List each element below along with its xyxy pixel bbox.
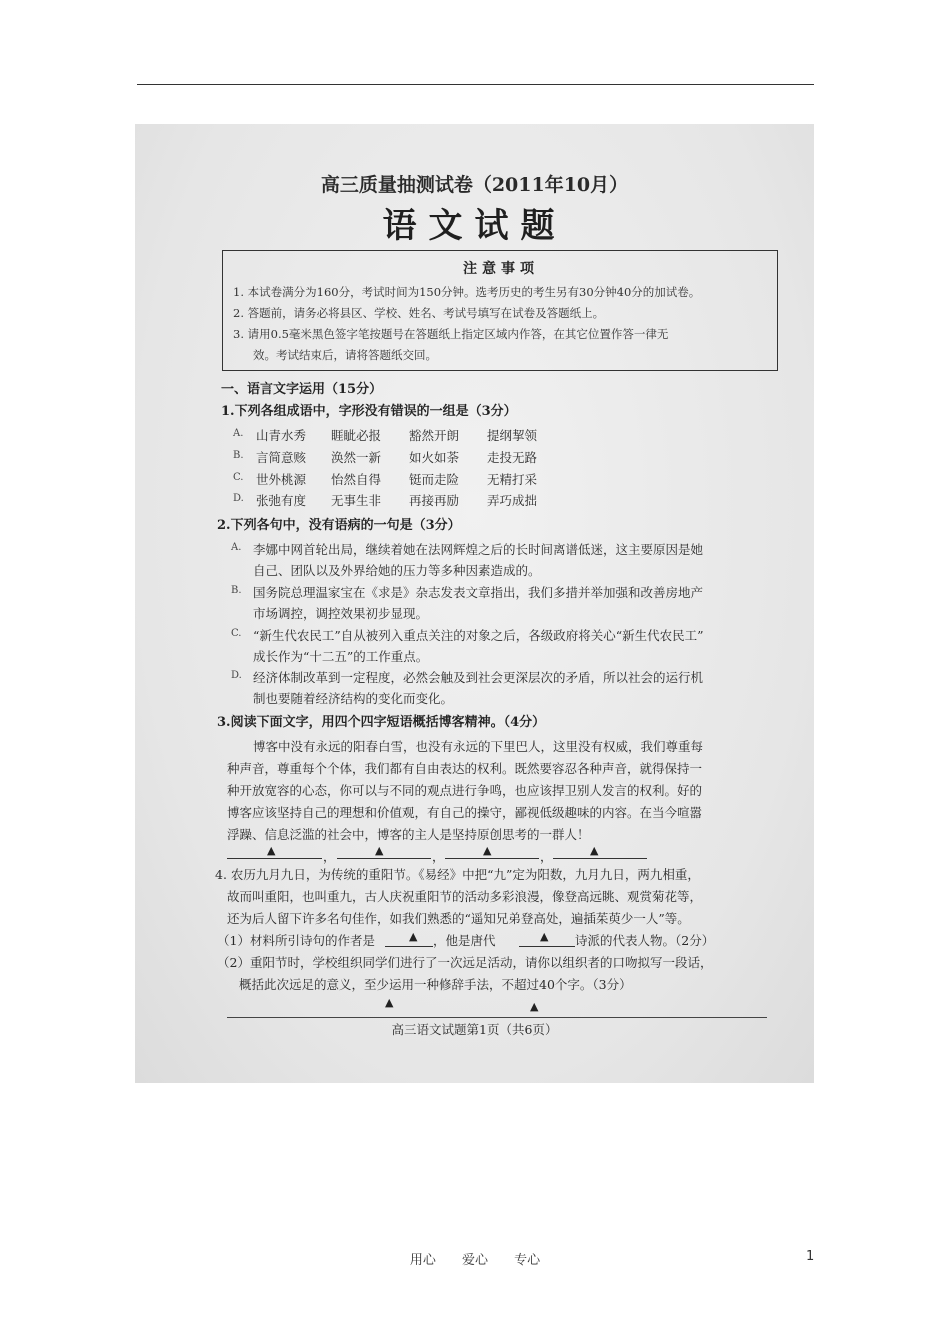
option-line: 经济体制改革到一定程度，必然会触及到社会更深层次的矛盾，所以社会的运行机 [253, 670, 704, 685]
passage-line: 浮躁、信息泛滥的社会中，博客的主人是坚持原创思考的一群人！ [227, 827, 590, 842]
option-word: 世外桃源 [256, 472, 307, 487]
blank-marker-icon: ▲ [409, 930, 418, 943]
separator: ， [540, 849, 553, 864]
option-line: 成长作为“十二五”的工作重点。 [253, 649, 429, 664]
answer-blank[interactable] [385, 946, 433, 947]
subject-title: 语文试题 [382, 206, 567, 246]
passage-line: 故而叫重阳，也叫重九，古人庆祝重阳节的活动多彩浪漫，像登高远眺、观赏菊花等， [227, 889, 703, 904]
option-label: D. [231, 670, 242, 681]
answer-blank[interactable] [553, 858, 647, 859]
option-label: D. [233, 493, 244, 504]
option-word: 张弛有度 [256, 493, 307, 508]
option-label: B. [231, 585, 242, 596]
answer-blank[interactable] [445, 858, 539, 859]
option-line: 市场调控，调控效果初步显现。 [253, 606, 429, 621]
notice-item: 效。考试结束后，请将答题纸交回。 [253, 348, 437, 362]
option-word: 涣然一新 [331, 450, 382, 465]
passage-line: 4. 农历九月九日，为传统的重阳节。《易经》中把“九”定为阳数，九月九日，两九相重， [215, 867, 700, 882]
passage-line: 博客应该坚持自己的理想和价值观，有自己的操守，鄙视低级趣味的内容。在当今喧嚣 [227, 805, 703, 820]
question-text: 概括此次远足的意义，至少运用一种修辞手法，不超过40个字。（3分） [239, 977, 632, 992]
answer-blank[interactable] [519, 946, 575, 947]
question-text: ，他是唐代 [433, 933, 496, 948]
option-word: 如火如荼 [409, 450, 460, 465]
notice-title: 注意事项 [463, 261, 539, 277]
blank-marker-icon: ▲ [590, 844, 599, 857]
passage-line: 还为后人留下许多名句佳作，如我们熟悉的“遥知兄弟登高处，遍插茱萸少一人”等。 [227, 911, 690, 926]
option-label: C. [233, 472, 244, 483]
option-line: 自己、团队以及外界给她的压力等多种因素造成的。 [253, 563, 541, 578]
answer-line[interactable] [227, 1017, 767, 1018]
option-word: 提纲挈领 [487, 428, 538, 443]
option-word: 铤而走险 [409, 472, 460, 487]
question-text: （1）材料所引诗句的作者是 [217, 933, 375, 948]
separator: ， [323, 849, 336, 864]
footer-page-number: 1 [806, 1249, 815, 1264]
blank-marker-icon: ▲ [530, 1000, 539, 1013]
option-word: 无事生非 [331, 493, 382, 508]
option-word: 再接再励 [409, 493, 460, 508]
question-2-stem: 2.下列各句中，没有语病的一句是（3分） [217, 518, 461, 533]
passage-line: 种声音，尊重每个个体，我们都有自由表达的权利。既然要容忍各种声音，就得保持一 [227, 761, 703, 776]
option-word: 睚眦必报 [331, 428, 382, 443]
notice-item: 1. 本试卷满分为160分，考试时间为150分钟。选考历史的考生另有30分钟40分的加试卷。 [233, 285, 701, 299]
separator: ， [432, 849, 445, 864]
footer-motto: 用心 爱心 专心 [409, 1253, 541, 1268]
option-word: 弄巧成拙 [487, 493, 538, 508]
option-line: 国务院总理温家宝在《求是》杂志发表文章指出，我们多措并举加强和改善房地产 [253, 585, 704, 600]
section-heading: 一、语言文字运用（15分） [221, 382, 383, 397]
header-rule [137, 84, 814, 85]
option-line: 制也要随着经济结构的变化而变化。 [253, 691, 454, 706]
notice-box [222, 250, 778, 371]
option-word: 无精打采 [487, 472, 538, 487]
question-text: 诗派的代表人物。（2分） [575, 933, 715, 948]
blank-marker-icon: ▲ [375, 844, 384, 857]
option-label: C. [231, 628, 242, 639]
question-1-stem: 1.下列各组成语中，字形没有错误的一组是（3分） [221, 404, 517, 419]
option-word: 豁然开朗 [409, 428, 460, 443]
notice-item: 3. 请用0.5毫米黑色签字笔按题号在答题纸上指定区域内作答，在其它位置作答一律无 [233, 327, 669, 341]
blank-marker-icon: ▲ [540, 930, 549, 943]
option-label: A. [231, 542, 242, 553]
answer-blank[interactable] [227, 858, 322, 859]
option-word: 山青水秀 [256, 428, 307, 443]
question-3-stem: 3.阅读下面文字，用四个四字短语概括博客精神。（4分） [217, 715, 546, 730]
blank-marker-icon: ▲ [385, 996, 394, 1009]
passage-line: 博客中没有永远的阳春白雪，也没有永远的下里巴人，这里没有权威，我们尊重每 [253, 739, 704, 754]
option-label: A. [233, 428, 244, 439]
option-label: B. [233, 450, 244, 461]
option-line: 李娜中网首轮出局，继续着她在法网辉煌之后的长时间离谱低迷，这主要原因是她 [253, 542, 704, 557]
notice-item: 2. 答题前，请务必将县区、学校、姓名、考试号填写在试卷及答题纸上。 [233, 306, 605, 320]
option-line: “新生代农民工”自从被列入重点关注的对象之后，各级政府将关心“新生代农民工” [253, 628, 704, 643]
option-word: 走投无路 [487, 450, 538, 465]
option-word: 怡然自得 [331, 472, 382, 487]
option-word: 言简意赅 [256, 450, 307, 465]
answer-blank[interactable] [337, 858, 431, 859]
blank-marker-icon: ▲ [483, 844, 492, 857]
exam-page-info: 高三语文试题第1页（共6页） [391, 1022, 558, 1037]
scanned-exam-page [135, 124, 814, 1083]
passage-line: 种开放宽容的心态，你可以与不同的观点进行争鸣，也应该捍卫别人发言的权利。好的 [227, 783, 703, 798]
blank-marker-icon: ▲ [267, 844, 276, 857]
question-text: （2）重阳节时，学校组织同学们进行了一次远足活动，请你以组织者的口吻拟写一段话， [217, 955, 713, 970]
exam-title: 高三质量抽测试卷（2011年10月） [320, 174, 629, 196]
